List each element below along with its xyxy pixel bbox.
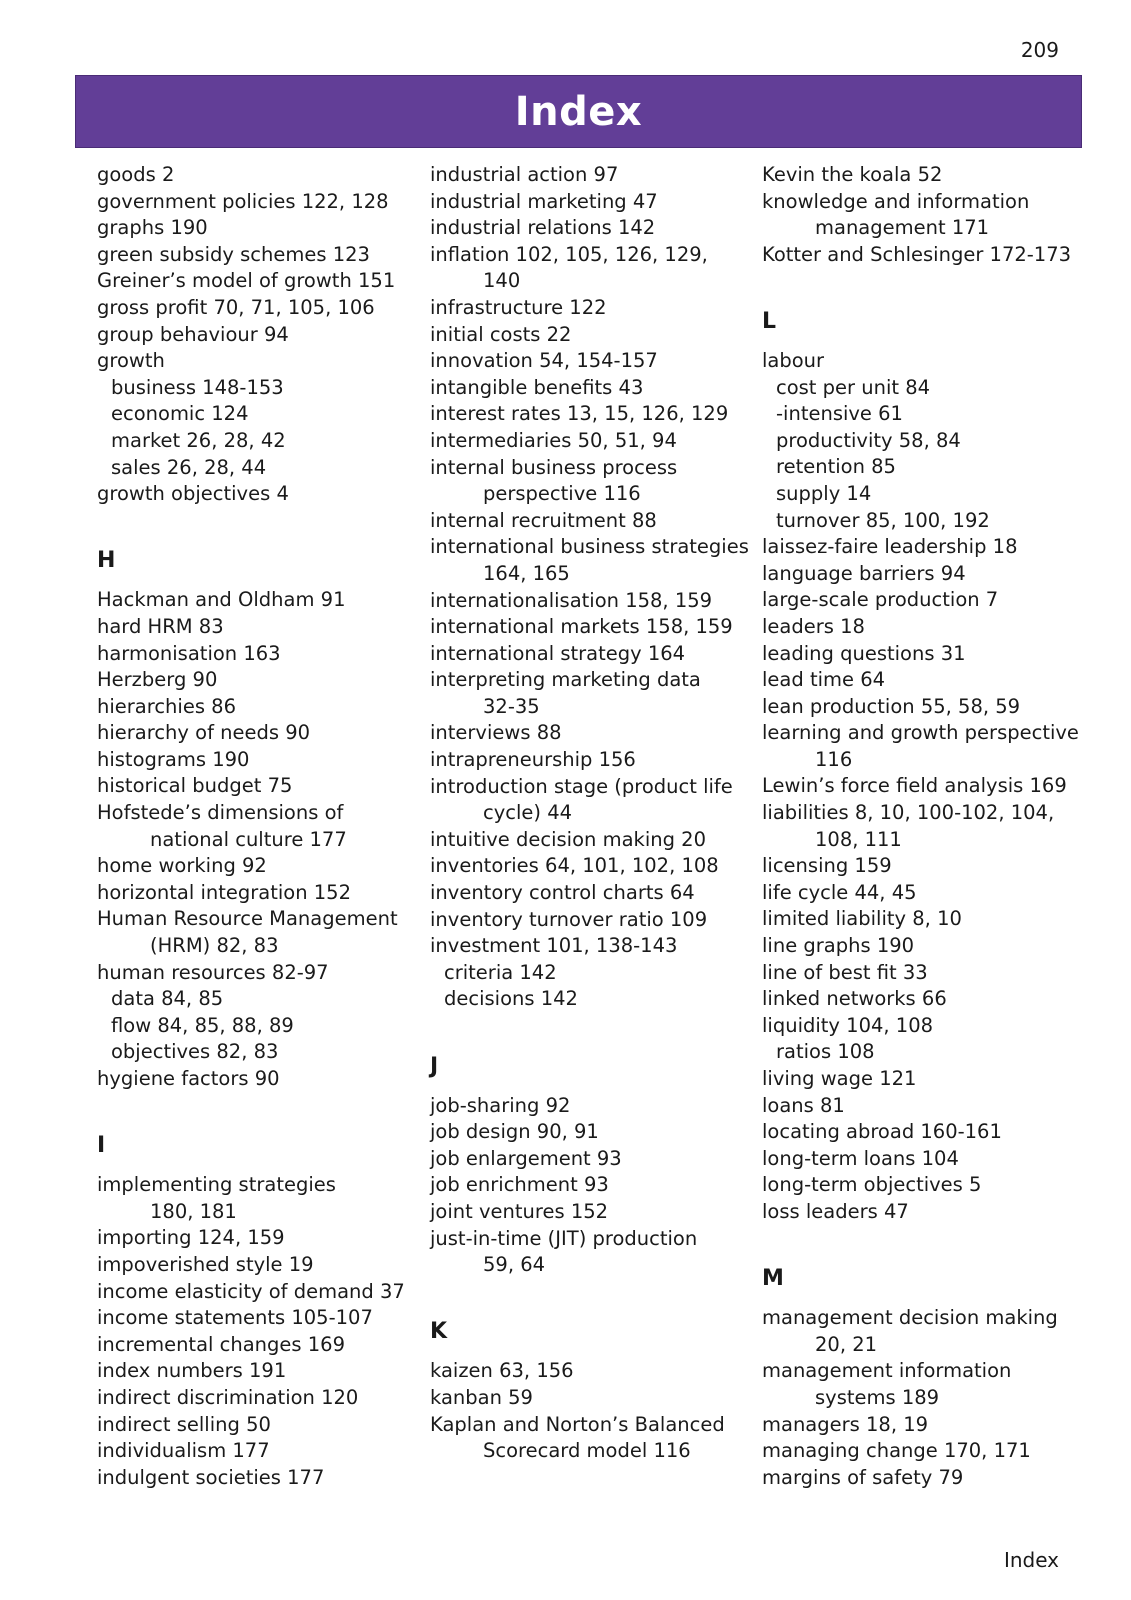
index-entry xyxy=(97,162,417,189)
index-subentry xyxy=(762,481,1082,508)
index-entry xyxy=(762,242,1082,269)
index-entry xyxy=(97,960,417,987)
entry-line: individualism 177 xyxy=(97,1439,270,1463)
section-spacer xyxy=(430,1013,750,1040)
index-entry xyxy=(762,800,1082,853)
entry-line: intermediaries 50, 51, 94 xyxy=(430,428,677,452)
index-entry xyxy=(762,720,1082,773)
entry-line: group behaviour 94 xyxy=(97,322,289,346)
entry-line: margins of safety 79 xyxy=(762,1465,964,1489)
entry-line: ratios 108 xyxy=(776,1040,875,1064)
section-spacer xyxy=(430,1279,750,1306)
entry-line: Hofstede’s dimensions of xyxy=(97,801,344,825)
entry-line: intangible benefits 43 xyxy=(430,375,644,399)
entry-continuation-line: management 171 xyxy=(815,216,990,240)
entry-continuation-line: cycle) 44 xyxy=(483,801,573,825)
index-entry xyxy=(430,853,750,880)
entry-line: interviews 88 xyxy=(430,721,562,745)
entry-line: industrial action 97 xyxy=(430,163,619,186)
entry-line: hard HRM 83 xyxy=(97,614,224,638)
index-entry xyxy=(430,774,750,827)
index-subentry xyxy=(97,1013,417,1040)
entry-line: lean production 55, 58, 59 xyxy=(762,694,1021,718)
index-entry xyxy=(97,853,417,880)
entry-line: data 84, 85 xyxy=(111,987,224,1011)
index-entry xyxy=(97,1225,417,1252)
index-entry xyxy=(97,906,417,959)
section-letter-heading xyxy=(430,1040,750,1093)
index-entry xyxy=(762,694,1082,721)
index-entry xyxy=(762,773,1082,800)
entry-line: home working 92 xyxy=(97,854,267,878)
entry-line: incremental changes 169 xyxy=(97,1332,345,1356)
entry-line: job enlargement 93 xyxy=(430,1146,622,1170)
section-spacer xyxy=(97,508,417,535)
entry-line: income statements 105-107 xyxy=(97,1306,373,1330)
entry-line: index numbers 191 xyxy=(97,1359,287,1383)
entry-line: graphs 190 xyxy=(97,216,208,240)
index-entry xyxy=(97,1438,417,1465)
entry-line: I xyxy=(97,1133,106,1159)
entry-line: Lewin’s force field analysis 169 xyxy=(762,774,1067,798)
entry-line: indirect discrimination 120 xyxy=(97,1385,359,1409)
entry-line: innovation 54, 154-157 xyxy=(430,349,658,373)
index-column-2 xyxy=(430,162,750,1465)
section-letter-heading xyxy=(762,1252,1082,1305)
entry-line: importing 124, 159 xyxy=(97,1226,285,1250)
index-entry xyxy=(430,614,750,641)
index-entry xyxy=(430,1119,750,1146)
entry-line: leaders 18 xyxy=(762,614,865,638)
section-letter-heading xyxy=(762,295,1082,348)
entry-line: flow 84, 85, 88, 89 xyxy=(111,1013,294,1037)
index-entry xyxy=(762,1465,1082,1492)
entry-line: lead time 64 xyxy=(762,668,886,692)
index-entry xyxy=(762,880,1082,907)
entry-continuation-line: (HRM) 82, 83 xyxy=(150,934,279,958)
index-entry xyxy=(430,933,750,960)
index-entry xyxy=(762,1412,1082,1439)
index-entry xyxy=(762,1119,1082,1146)
entry-line: licensing 159 xyxy=(762,854,892,878)
index-entry xyxy=(430,1199,750,1226)
index-entry xyxy=(430,827,750,854)
entry-line: joint ventures 152 xyxy=(430,1199,609,1223)
index-entry xyxy=(97,1066,417,1093)
index-entry xyxy=(762,614,1082,641)
entry-continuation-line: 59, 64 xyxy=(483,1253,546,1277)
entry-line: harmonisation 163 xyxy=(97,641,281,665)
index-entry xyxy=(430,720,750,747)
entry-line: L xyxy=(762,308,777,334)
entry-line: histograms 190 xyxy=(97,747,250,771)
index-title-banner xyxy=(75,75,1082,148)
entry-continuation-line: 164, 165 xyxy=(483,561,570,585)
entry-line: hierarchies 86 xyxy=(97,694,236,718)
index-subentry xyxy=(430,986,750,1013)
entry-line: job-sharing 92 xyxy=(430,1093,571,1117)
entry-line: Human Resource Management xyxy=(97,907,398,931)
index-entry xyxy=(430,508,750,535)
index-entry xyxy=(762,1358,1082,1411)
entry-line: supply 14 xyxy=(776,481,872,505)
index-entry xyxy=(97,481,417,508)
entry-line: initial costs 22 xyxy=(430,322,572,346)
entry-continuation-line: 116 xyxy=(815,747,853,771)
index-entry xyxy=(430,242,750,295)
index-entry xyxy=(762,534,1082,561)
entry-line: productivity 58, 84 xyxy=(776,428,961,452)
index-entry xyxy=(97,1412,417,1439)
entry-line: internal recruitment 88 xyxy=(430,508,657,532)
entry-line: H xyxy=(97,548,116,574)
entry-line: turnover 85, 100, 192 xyxy=(776,508,990,532)
index-entry xyxy=(762,189,1082,242)
section-spacer xyxy=(97,1093,417,1120)
index-entry xyxy=(430,641,750,668)
entry-line: economic 124 xyxy=(111,402,249,426)
index-subentry xyxy=(97,401,417,428)
entry-line: loans 81 xyxy=(762,1093,845,1117)
entry-line: Herzberg 90 xyxy=(97,668,218,692)
index-entry xyxy=(762,587,1082,614)
entry-line: goods 2 xyxy=(97,163,175,186)
entry-line: government policies 122, 128 xyxy=(97,189,389,213)
entry-line: green subsidy schemes 123 xyxy=(97,242,370,266)
entry-line: investment 101, 138-143 xyxy=(430,934,678,958)
index-entry xyxy=(762,1305,1082,1358)
index-column-1 xyxy=(97,162,417,1491)
entry-line: job enrichment 93 xyxy=(430,1173,609,1197)
index-entry xyxy=(430,1226,750,1279)
index-subentry xyxy=(762,401,1082,428)
section-letter-heading xyxy=(430,1305,750,1358)
index-entry xyxy=(430,1385,750,1412)
entry-line: long-term loans 104 xyxy=(762,1146,959,1170)
index-entry xyxy=(97,694,417,721)
entry-continuation-line: 180, 181 xyxy=(150,1199,237,1223)
index-entry xyxy=(97,800,417,853)
section-spacer xyxy=(762,1226,1082,1253)
entry-line: learning and growth perspective xyxy=(762,721,1079,745)
index-entry xyxy=(430,1172,750,1199)
index-subentry xyxy=(762,508,1082,535)
entry-line: large-scale production 7 xyxy=(762,588,999,612)
index-entry xyxy=(430,375,750,402)
entry-line: management decision making xyxy=(762,1306,1058,1330)
index-entry xyxy=(762,986,1082,1013)
entry-line: management information xyxy=(762,1359,1012,1383)
entry-line: intuitive decision making 20 xyxy=(430,827,706,851)
entry-line: life cycle 44, 45 xyxy=(762,880,917,904)
entry-line: job design 90, 91 xyxy=(430,1120,599,1144)
entry-line: Kevin the koala 52 xyxy=(762,163,943,186)
entry-line: long-term objectives 5 xyxy=(762,1173,982,1197)
entry-line: line graphs 190 xyxy=(762,934,915,958)
entry-line: interpreting marketing data xyxy=(430,668,701,692)
index-subentry xyxy=(97,428,417,455)
entry-line: loss leaders 47 xyxy=(762,1199,909,1223)
index-entry xyxy=(430,1412,750,1465)
entry-line: market 26, 28, 42 xyxy=(111,428,286,452)
entry-line: Hackman and Oldham 91 xyxy=(97,588,346,612)
index-entry xyxy=(762,1172,1082,1199)
entry-line: indirect selling 50 xyxy=(97,1412,271,1436)
entry-continuation-line: systems 189 xyxy=(815,1385,940,1409)
entry-line: gross profit 70, 71, 105, 106 xyxy=(97,295,375,319)
index-subentry xyxy=(97,1039,417,1066)
entry-line: liquidity 104, 108 xyxy=(762,1013,934,1037)
index-entry xyxy=(97,189,417,216)
entry-line: inventories 64, 101, 102, 108 xyxy=(430,854,719,878)
index-subentry xyxy=(97,455,417,482)
index-subentry xyxy=(97,375,417,402)
entry-line: international business strategies xyxy=(430,535,749,559)
entry-line: sales 26, 28, 44 xyxy=(111,455,267,479)
index-entry xyxy=(97,1279,417,1306)
index-entry xyxy=(430,747,750,774)
index-entry xyxy=(762,1013,1082,1040)
entry-line: labour xyxy=(762,348,825,372)
index-entry xyxy=(97,641,417,668)
running-footer: Index xyxy=(1003,1548,1059,1572)
entry-line: Greiner’s model of growth 151 xyxy=(97,269,396,293)
entry-line: historical budget 75 xyxy=(97,774,293,798)
entry-line: cost per unit 84 xyxy=(776,375,931,399)
index-entry xyxy=(430,428,750,455)
index-entry xyxy=(762,1093,1082,1120)
entry-line: income elasticity of demand 37 xyxy=(97,1279,405,1303)
index-entry xyxy=(430,588,750,615)
index-entry xyxy=(430,1093,750,1120)
entry-line: limited liability 8, 10 xyxy=(762,907,962,931)
index-subentry xyxy=(762,1039,1082,1066)
entry-line: managers 18, 19 xyxy=(762,1412,929,1436)
entry-line: international markets 158, 159 xyxy=(430,615,733,639)
index-entry xyxy=(762,960,1082,987)
index-entry xyxy=(762,1199,1082,1226)
entry-line: hygiene factors 90 xyxy=(97,1067,280,1090)
index-entry xyxy=(430,534,750,587)
entry-line: industrial marketing 47 xyxy=(430,189,658,213)
entry-continuation-line: Scorecard model 116 xyxy=(483,1439,691,1463)
index-entry xyxy=(97,747,417,774)
entry-line: industrial relations 142 xyxy=(430,216,656,240)
entry-line: M xyxy=(762,1266,784,1292)
index-entry xyxy=(430,189,750,216)
entry-line: impoverished style 19 xyxy=(97,1252,314,1276)
section-spacer xyxy=(762,268,1082,295)
index-entry xyxy=(97,614,417,641)
index-entry xyxy=(430,215,750,242)
entry-continuation-line: 20, 21 xyxy=(815,1332,878,1356)
index-entry xyxy=(97,720,417,747)
index-entry xyxy=(97,295,417,322)
index-entry xyxy=(97,268,417,295)
index-entry xyxy=(430,322,750,349)
index-subentry xyxy=(97,986,417,1013)
index-entry xyxy=(97,215,417,242)
index-entry xyxy=(430,401,750,428)
entry-line: managing change 170, 171 xyxy=(762,1439,1031,1463)
entry-line: leading questions 31 xyxy=(762,641,966,665)
index-entry xyxy=(762,667,1082,694)
index-entry xyxy=(762,1066,1082,1093)
section-letter-heading xyxy=(97,1119,417,1172)
index-entry xyxy=(97,1172,417,1225)
index-entry xyxy=(762,348,1082,375)
page-title: Index xyxy=(514,88,643,135)
entry-line: K xyxy=(430,1319,448,1345)
index-entry xyxy=(762,561,1082,588)
entry-line: hierarchy of needs 90 xyxy=(97,721,311,745)
entry-line: horizontal integration 152 xyxy=(97,880,351,904)
entry-line: infrastructure 122 xyxy=(430,295,607,319)
entry-line: decisions 142 xyxy=(444,987,578,1011)
index-columns xyxy=(97,162,1082,1527)
index-entry xyxy=(97,1465,417,1492)
entry-line: retention 85 xyxy=(776,455,896,479)
entry-line: living wage 121 xyxy=(762,1067,917,1090)
entry-line: inventory turnover ratio 109 xyxy=(430,907,708,931)
index-entry xyxy=(762,853,1082,880)
entry-continuation-line: 108, 111 xyxy=(815,827,902,851)
index-entry xyxy=(430,880,750,907)
index-subentry xyxy=(762,428,1082,455)
entry-line: Kaplan and Norton’s Balanced xyxy=(430,1412,725,1436)
entry-line: internationalisation 158, 159 xyxy=(430,588,713,612)
entry-line: business 148-153 xyxy=(111,375,284,399)
entry-line: kaizen 63, 156 xyxy=(430,1359,574,1383)
entry-line: inventory control charts 64 xyxy=(430,881,695,905)
entry-line: human resources 82-97 xyxy=(97,960,329,984)
index-entry xyxy=(762,906,1082,933)
entry-line: introduction stage (product life xyxy=(430,774,733,798)
entry-line: laissez-faire leadership 18 xyxy=(762,535,1018,559)
index-entry xyxy=(762,1146,1082,1173)
index-subentry xyxy=(762,454,1082,481)
entry-line: intrapreneurship 156 xyxy=(430,748,636,772)
entry-line: knowledge and information xyxy=(762,189,1030,213)
entry-line: just-in-time (JIT) production xyxy=(430,1226,698,1250)
index-entry xyxy=(97,880,417,907)
entry-line: -intensive 61 xyxy=(776,402,903,426)
index-entry xyxy=(97,322,417,349)
entry-line: line of best fit 33 xyxy=(762,960,928,984)
entry-line: objectives 82, 83 xyxy=(111,1040,279,1064)
index-entry xyxy=(97,1305,417,1332)
index-entry xyxy=(430,1146,750,1173)
entry-continuation-line: national culture 177 xyxy=(150,827,347,851)
entry-line: indulgent societies 177 xyxy=(97,1465,325,1489)
index-entry xyxy=(97,1385,417,1412)
index-entry xyxy=(430,455,750,508)
index-entry xyxy=(430,295,750,322)
entry-line: kanban 59 xyxy=(430,1385,533,1409)
entry-line: criteria 142 xyxy=(444,960,557,984)
entry-line: implementing strategies xyxy=(97,1173,336,1197)
entry-continuation-line: perspective 116 xyxy=(483,482,641,506)
index-column-3 xyxy=(762,162,1082,1491)
index-entry xyxy=(97,348,417,375)
entry-line: locating abroad 160-161 xyxy=(762,1120,1002,1144)
entry-line: growth xyxy=(97,349,165,373)
index-entry xyxy=(762,933,1082,960)
entry-line: growth objectives 4 xyxy=(97,482,289,506)
entry-line: international strategy 164 xyxy=(430,641,686,665)
index-subentry xyxy=(430,960,750,987)
index-entry xyxy=(430,1358,750,1385)
entry-line: Kotter and Schlesinger 172-173 xyxy=(762,242,1072,266)
entry-line: J xyxy=(430,1053,439,1079)
entry-line: internal business process xyxy=(430,455,678,479)
section-letter-heading xyxy=(97,534,417,587)
index-entry xyxy=(97,1332,417,1359)
index-entry xyxy=(430,907,750,934)
entry-line: inflation 102, 105, 126, 129, xyxy=(430,242,708,266)
index-entry xyxy=(97,773,417,800)
index-entry xyxy=(762,641,1082,668)
index-entry xyxy=(97,242,417,269)
index-entry xyxy=(762,162,1082,189)
index-entry xyxy=(430,162,750,189)
page-number: 209 xyxy=(1020,38,1059,62)
index-entry xyxy=(430,667,750,720)
index-entry xyxy=(97,667,417,694)
index-entry xyxy=(762,1438,1082,1465)
entry-line: liabilities 8, 10, 100-102, 104, xyxy=(762,801,1055,825)
entry-continuation-line: 32-35 xyxy=(483,694,540,718)
entry-continuation-line: 140 xyxy=(483,269,521,293)
index-entry xyxy=(97,587,417,614)
entry-line: language barriers 94 xyxy=(762,561,966,585)
entry-line: interest rates 13, 15, 126, 129 xyxy=(430,402,729,426)
index-subentry xyxy=(762,375,1082,402)
index-entry xyxy=(97,1252,417,1279)
index-entry xyxy=(97,1358,417,1385)
index-entry xyxy=(430,348,750,375)
entry-line: linked networks 66 xyxy=(762,987,947,1011)
